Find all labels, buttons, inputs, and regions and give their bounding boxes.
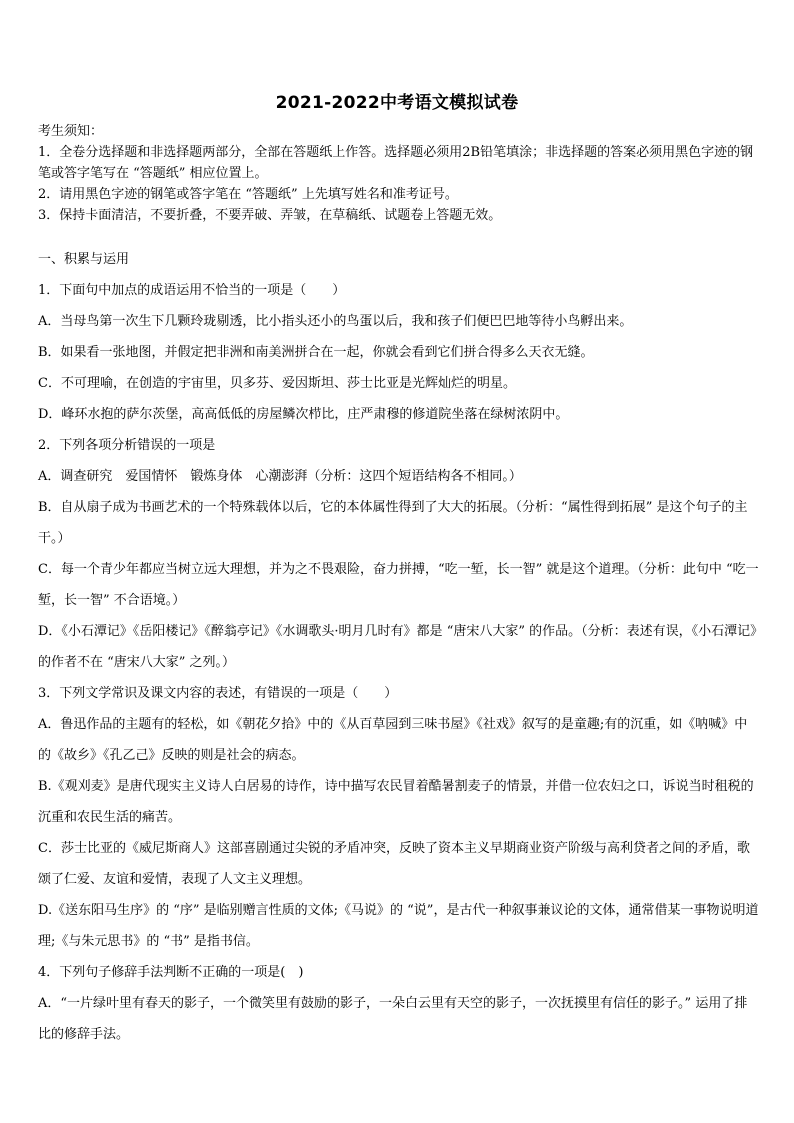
page-title: 2021-2022中考语文模拟试卷: [275, 93, 519, 113]
notice-item-2: 2．请用黑色字迹的钢笔或答字笔在 “答题纸” 上先填写姓名和准考证号。: [38, 187, 458, 202]
question-2-stem: 2．下列各项分析错误的一项是: [38, 438, 216, 453]
question-2-option-c: C．每一个青少年都应当树立远大理想，并为之不畏艰险，奋力拼搏，“吃一堑，长一智” 就是这个道理。（分析：此句中 “吃一堑，长一智” 不合语境。）: [38, 562, 759, 608]
notice-item-1: 1．全卷分选择题和非选择题两部分，全部在答题纸上作答。选择题必须用2B铅笔填涂；非选择题的答案必须用黑色字迹的钢笔或答字笔写在 “答题纸” 相应位置上。: [38, 145, 754, 181]
section-heading: 一、积累与运用: [38, 252, 130, 267]
question-3-option-a: A．鲁迅作品的主题有的轻松，如《朝花夕拾》中的《从百草园到三味书屋》《社戏》叙写的是童趣;有的沉重，如《呐喊》中的《故乡》《孔乙己》反映的则是社会的病态。: [38, 717, 748, 763]
section-accumulation: [38, 244, 760, 1050]
candidate-notice: [38, 121, 760, 226]
notice-item-3: 3．保持卡面清洁，不要折叠，不要弄破、弄皱，在草稿纸、试题卷上答题无效。: [38, 208, 502, 223]
question-4-stem: 4．下列句子修辞手法判断不正确的一项是( ): [38, 965, 304, 980]
question-3-option-d: D.《送东阳马生序》的 “序” 是临别赠言性质的文体;《马说》的 “说”，是古代一种叙事兼议论的文体，通常借某一事物说明道理;《与朱元思书》的 “书” 是指书信。: [38, 903, 759, 949]
notice-heading: 考生须知：: [38, 124, 104, 139]
question-2-option-a: A．调查研究 爱国情怀 锻炼身体 心潮澎湃（分析：这四个短语结构各不相同。）: [38, 469, 522, 484]
question-1-stem: 1．下面句中加点的成语运用不恰当的一项是（ ）: [38, 283, 346, 298]
question-1-option-c: C．不可理喻，在创造的宇宙里，贝多芬、爱因斯坦、莎士比亚是光辉灿烂的明星。: [38, 376, 516, 391]
question-1-option-b: B．如果看一张地图，并假定把非洲和南美洲拼合在一起，你就会看到它们拼合得多么天衣无缝。: [38, 345, 594, 360]
question-1-option-d: D．峰环水抱的萨尔茨堡，高高低低的房屋鳞次栉比，庄严肃穆的修道院坐落在绿树浓阴中。: [38, 407, 569, 422]
question-4-option-a: A．“一片绿叶里有春天的影子，一个微笑里有鼓励的影子，一朵白云里有天空的影子，一次抚摸里有信任的影子。” 运用了排比的修辞手法。: [38, 996, 748, 1042]
question-3-stem: 3．下列文学常识及课文内容的表述，有错误的一项是（ ）: [38, 686, 398, 701]
question-2-option-b: B．自从扇子成为书画艺术的一个特殊载体以后，它的本体属性得到了大大的拓展。（分析：“属性得到拓展” 是这个句子的主干。）: [38, 500, 748, 546]
question-1-option-a: A．当母鸟第一次生下几颗玲珑剔透，比小指头还小的鸟蛋以后，我和孩子们便巴巴地等待小鸟孵出来。: [38, 314, 633, 329]
question-2-option-d: D．《小石潭记》《岳阳楼记》《醉翁亭记》《水调歌头·明月几时有》都是 “唐宋八大家” 的作品。（分析：表述有误，《小石潭记》的作者不在 “唐宋八大家” 之列。）: [38, 624, 757, 670]
question-3-option-b: B.《观刈麦》是唐代现实主义诗人白居易的诗作，诗中描写农民冒着酷暑割麦子的情景，并借一位农妇之口，诉说当时租税的沉重和农民生活的痛苦。: [38, 779, 754, 825]
question-3-option-c: C．莎士比亚的《威尼斯商人》这部喜剧通过尖锐的矛盾冲突，反映了资本主义早期商业资产阶级与高利贷者之间的矛盾，歌颂了仁爱、友谊和爱情，表现了人文主义理想。: [38, 841, 750, 887]
